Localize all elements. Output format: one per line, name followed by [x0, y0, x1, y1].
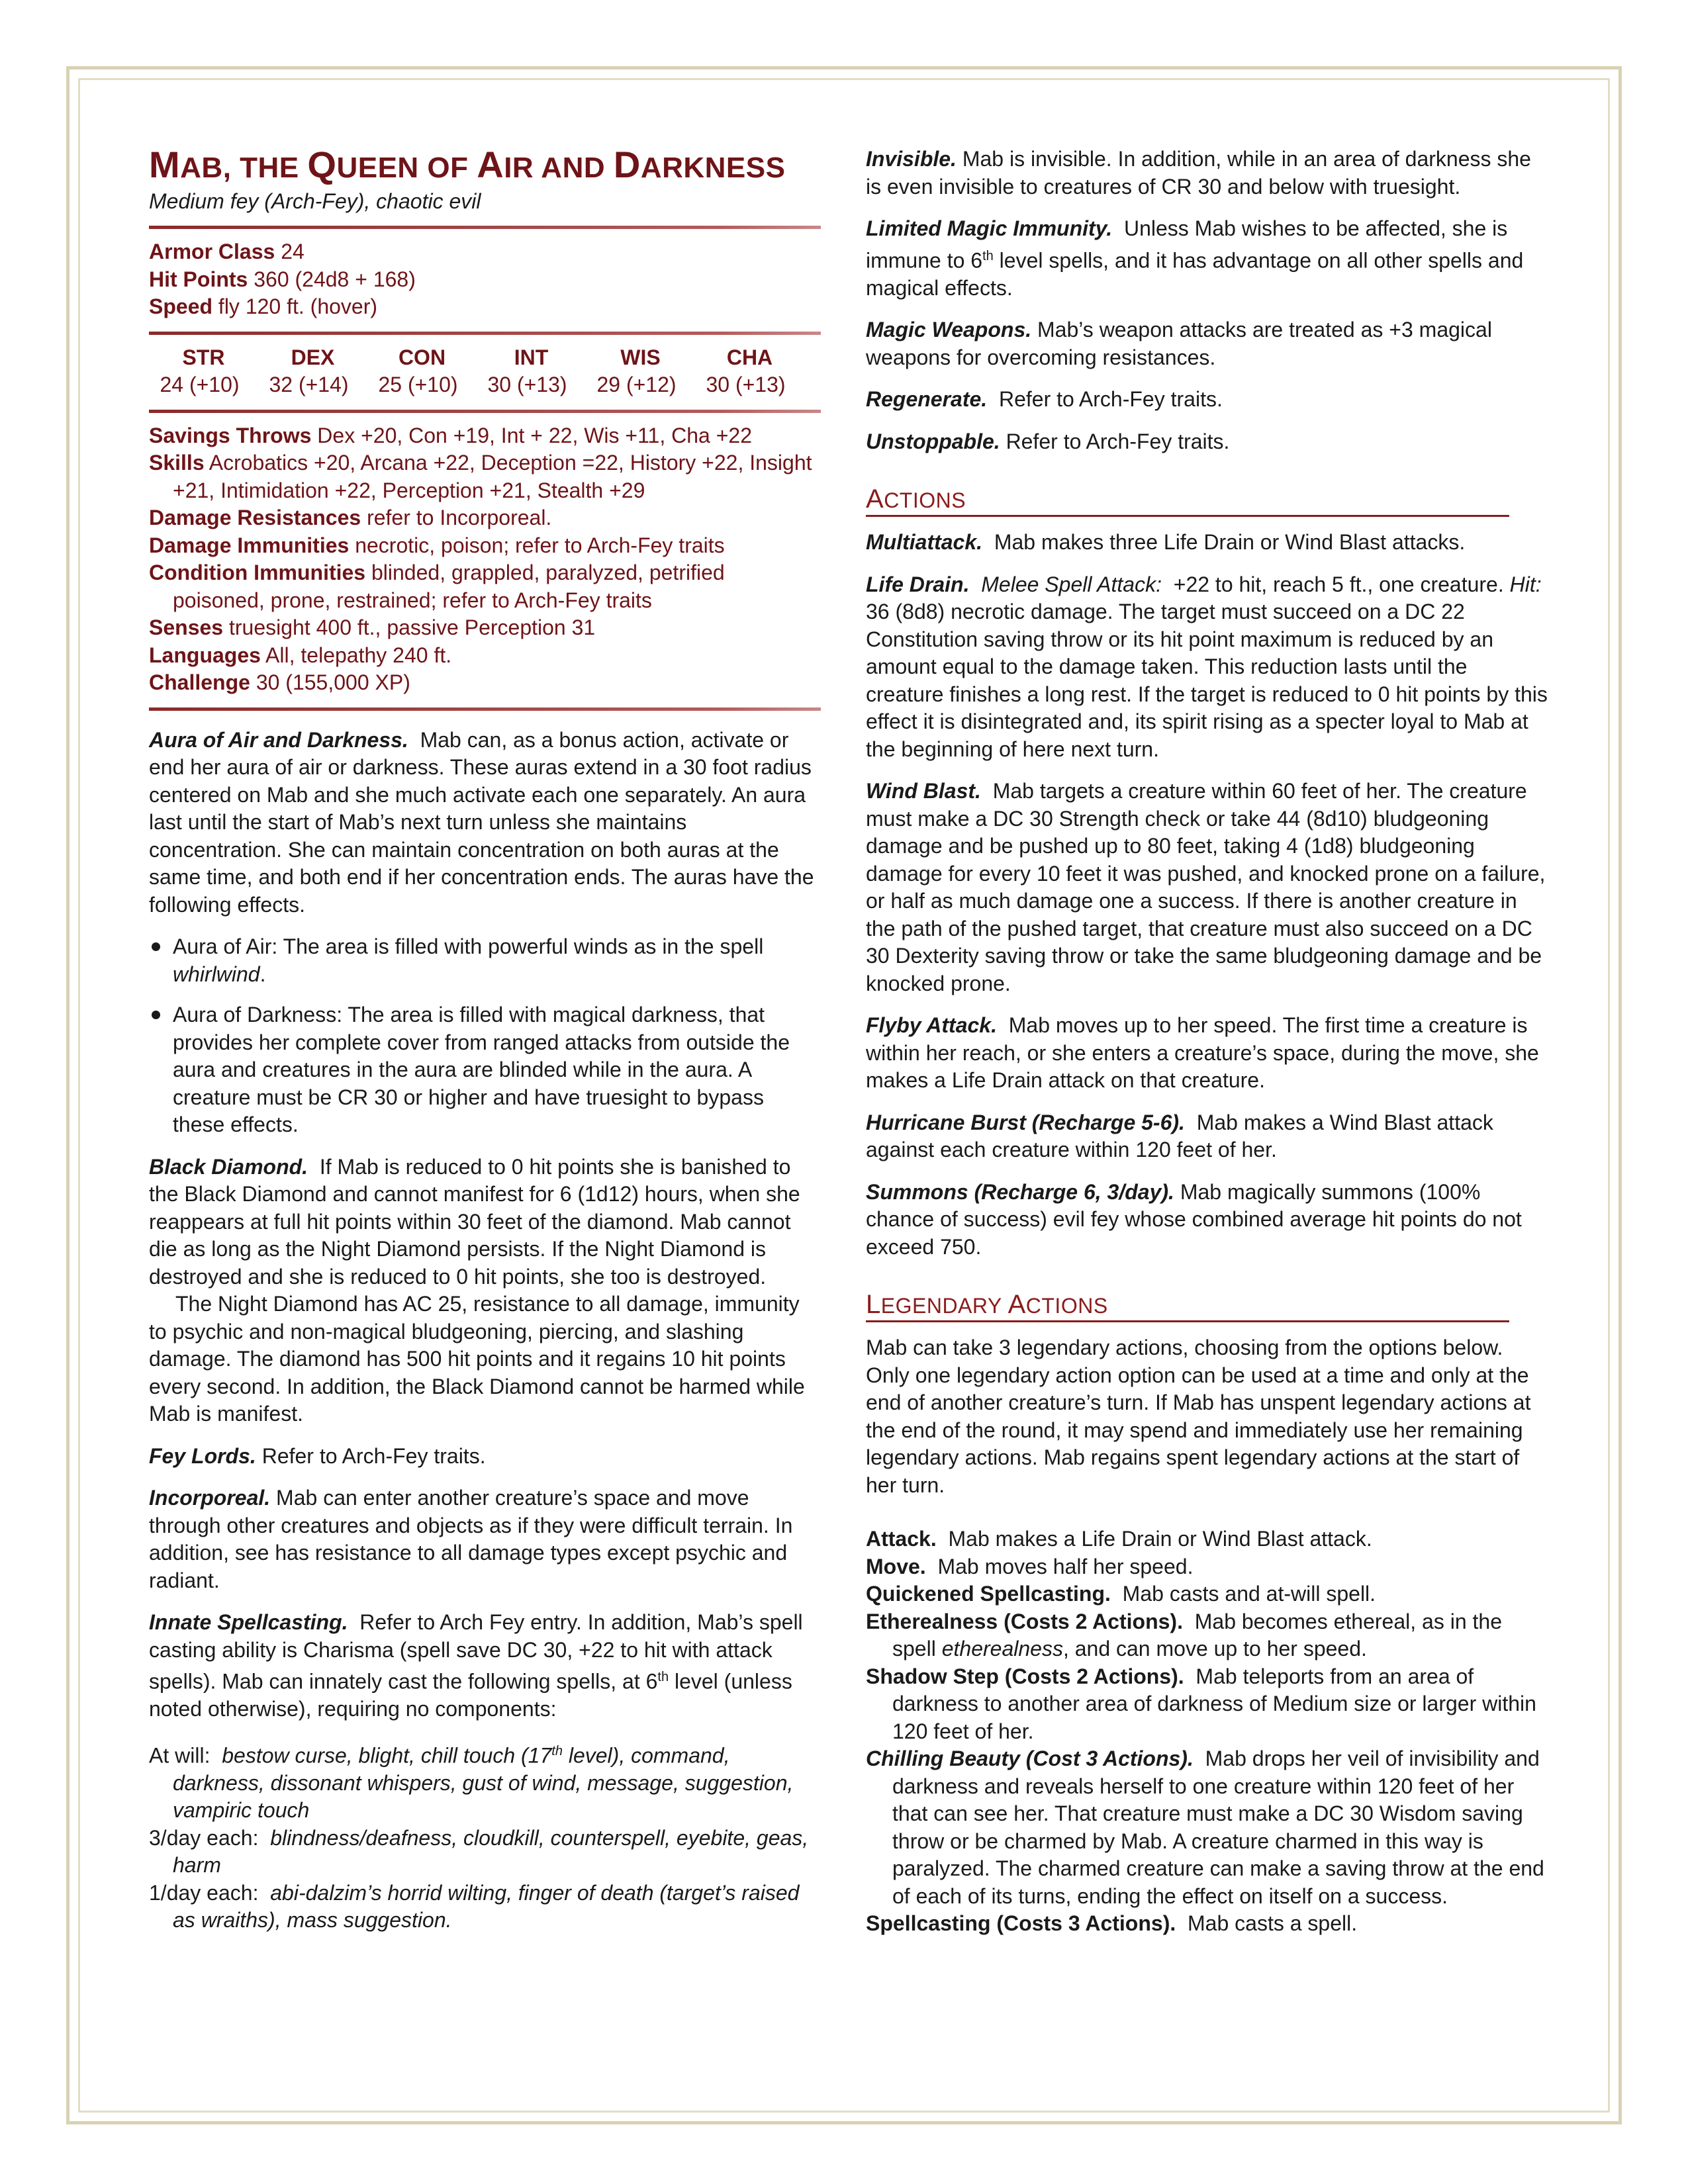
ability-value: 30 (+13) [706, 373, 786, 397]
trait-limited-magic-immunity: Limited Magic Immunity. Unless Mab wishes to be affected, she is immune to 6th level spells, and it has advantage on all other spells and magical effects. [866, 216, 1524, 300]
ability-header: INT [514, 345, 549, 369]
ability-value: 24 (+10) [160, 373, 240, 397]
spell-list-3-day: 3/day each: blindness/deafness, cloudkill, counterspell, eyebite, geas, harm [149, 1825, 809, 1878]
spell-list-at-will: At will: bestow curse, blight, chill touch (17th level), command, darkness, dissonant whispers, gust of wind, message, suggestion, vampiric touch [149, 1743, 794, 1823]
trait-magic-weapons: Magic Weapons. Mab’s weapon attacks are treated as +3 magical weapons for overcoming resistances. [866, 318, 1492, 369]
actions-heading: ACTIONS [866, 484, 1509, 517]
legendary-shadow-step: Shadow Step (Costs 2 Actions). Mab teleports from an area of darkness to another area of darkness of Medium size or larger within 120 feet of her. [866, 1664, 1536, 1743]
divider [149, 332, 821, 335]
action-wind-blast: Wind Blast. Mab targets a creature within 60 feet of her. The creature must make a DC 30 Strength check or take 44 (8d10) bludgeoning damage and be pushed up to 80 feet, taking 4 (1d8) bludgeoning damage for every 10 feet it was pushed, and knocked prone on a failure, or half as much damage one a success. If there is another creature in the path of the pushed target, that creature must also succeed on a DC 30 Dexterity saving throw or take the same bludgeoning damage and be knocked prone. [866, 779, 1546, 995]
ability-values [145, 371, 821, 399]
speed: Speed fly 120 ft. (hover) [149, 295, 378, 319]
trait-fey-lords: Fey Lords. Refer to Arch-Fey traits. [149, 1443, 486, 1468]
skills: Skills Acrobatics +20, Arcana +22, Deception =22, History +22, Insight +21, Intimidation +22, Perception +21, Stealth +29 [149, 451, 812, 502]
trait-innate-spellcasting: Innate Spellcasting. Refer to Arch Fey entry. In addition, Mab’s spell casting ability is Charisma (spell save DC 30, +22 to hit with attack spells). Mab can innately cast the following spells, at 6th level (unless noted otherwise), requiring no components: [149, 1610, 803, 1721]
trait-invisible: Invisible. Mab is invisible. In addition, while in an area of darkness she is even invisible to creatures of CR 30 and below with truesight. [866, 147, 1531, 199]
divider [149, 410, 821, 413]
ability-value: 32 (+14) [269, 373, 349, 397]
legendary-chilling-beauty: Chilling Beauty (Cost 3 Actions). Mab drops her veil of invisibility and darkness and reveals herself to one creature within 120 feet of her that can see her. That creature must make a DC 30 Wisdom saving throw or be charmed by Mab. A creature charmed in this way is paralyzed. The charmed creature can make a saving throw at the end of each of its turns, ending the effect on itself on a success. [866, 1747, 1544, 1908]
aura-list [149, 933, 821, 1139]
armor-class: Armor Class 24 [149, 240, 305, 264]
list-item: Aura of Darkness: The area is filled with magical darkness, that provides her complete cover from ranged attacks from outside the aura and creatures in the aura are blinded while in the aura. A creature must be CR 30 or higher and have truesight to bypass these effects. [149, 1001, 821, 1139]
list-item: Aura of Air: The area is filled with powerful winds as in the spell whirlwind. [149, 933, 821, 988]
trait-regenerate: Regenerate. Refer to Arch-Fey traits. [866, 387, 1223, 412]
trait-incorporeal: Incorporeal. Mab can enter another creature’s space and move through other creatures and objects as if they were difficult terrain. In addition, see has resistance to all damage types except psychic and radiant. [149, 1486, 793, 1592]
action-hurricane-burst: Hurricane Burst (Recharge 5-6). Mab makes a Wind Blast attack against each creature within 120 feet of her. [866, 1110, 1493, 1162]
trait-black-diamond: Black Diamond. If Mab is reduced to 0 hit points she is banished to the Black Diamond and cannot manifest for 6 (1d12) hours, when she reappears at full hit points within 30 feet of the diamond. Mab cannot die as long as the Night Diamond persists. If the Night Diamond is destroyed and she is reduced to 0 hit points, she too is destroyed. The Night Diamond has AC 25, resistance to all damage, immunity to psychic and non-magical bludgeoning, piercing, and slashing damage. The diamond has 500 hit points and it regains 10 hit points every second. In addition, the Black Diamond cannot be harmed while Mab is manifest. [149, 1154, 805, 1426]
hit-points: Hit Points 360 (24d8 + 168) [149, 267, 416, 291]
ability-header: DEX [291, 345, 335, 369]
legendary-attack: Attack. Mab makes a Life Drain or Wind Blast attack. [866, 1527, 1372, 1551]
action-flyby-attack: Flyby Attack. Mab moves up to her speed. The first time a creature is within her reach, or she enters a creature’s space, during the move, she makes a Life Drain attack on that creature. [866, 1013, 1539, 1093]
legendary-quickened-spellcasting: Quickened Spellcasting. Mab casts and at-will spell. [866, 1582, 1376, 1606]
challenge: Challenge 30 (155,000 XP) [149, 670, 410, 695]
trait-unstoppable: Unstoppable. Refer to Arch-Fey traits. [866, 429, 1230, 453]
right-column [866, 146, 1548, 1938]
spell-list-1-day: 1/day each: abi-dalzim’s horrid wilting, finger of death (target’s raised as wraiths), mass suggestion. [149, 1880, 800, 1933]
condition-immunities: Condition Immunities blinded, grappled, paralyzed, petrified poisoned, prone, restrained; refer to Arch-Fey traits [149, 561, 725, 612]
damage-resistances: Damage Resistances refer to Incorporeal. [149, 506, 552, 530]
trait-aura: Aura of Air and Darkness. Mab can, as a bonus action, activate or end her aura of air or darkness. These auras extend in a 30 foot radius centered on Mab and she much activate each one separately. An aura last until the start of Mab’s next turn unless she maintains concentration. She can maintain concentration on both auras at the same time, and both end if her concentration ends. The auras have the following effects. [149, 727, 814, 917]
legendary-etherealness: Etherealness (Costs 2 Actions). Mab becomes ethereal, as in the spell etherealness, and can move up to her speed. [866, 1609, 1502, 1661]
left-column [149, 144, 821, 1934]
ability-value: 30 (+13) [487, 373, 567, 397]
ability-value: 25 (+10) [378, 373, 458, 397]
legendary-spellcasting: Spellcasting (Costs 3 Actions). Mab casts a spell. [866, 1911, 1358, 1936]
divider [149, 226, 821, 229]
damage-immunities: Damage Immunities necrotic, poison; refer to Arch-Fey traits [149, 533, 725, 557]
saving-throws: Savings Throws Dex +20, Con +19, Int + 22, Wis +11, Cha +22 [149, 423, 752, 447]
ability-header: CHA [726, 345, 773, 369]
action-life-drain: Life Drain. Melee Spell Attack: +22 to hit, reach 5 ft., one creature. Hit: 36 (8d8) necrotic damage. The target must succeed on a DC 22 Constitution saving throw or its hit point maximum is reduced by an amount equal to the damage taken. This reduction lasts until the creature finishes a long rest. If the target is reduced to 0 hit points by this effect it is disintegrated and, its spirit rising as a specter loyal to Mab at the beginning of here next turn. [866, 572, 1548, 761]
ability-header: CON [398, 345, 446, 369]
action-summons: Summons (Recharge 6, 3/day). Mab magically summons (100% chance of success) evil fey whose combined average hit points do not exceed 750. [866, 1179, 1522, 1259]
creature-type: Medium fey (Arch-Fey), chaotic evil [149, 189, 481, 213]
ability-headers [149, 344, 821, 372]
senses: Senses truesight 400 ft., passive Perception 31 [149, 615, 596, 640]
stat-block-title: MAB, THE QUEEN OF AIR AND DARKNESS [149, 144, 786, 185]
legendary-intro: Mab can take 3 legendary actions, choosing from the options below. Only one legendary action option can be used at a time and only at the end of another creature’s turn. If Mab has unspent legendary actions at the end of the round, it may spend and immediately use her remaining legendary actions. Mab regains spent legendary actions at the start of her turn. [866, 1336, 1531, 1497]
legendary-actions-heading: LEGENDARY ACTIONS [866, 1290, 1509, 1322]
action-multiattack: Multiattack. Mab makes three Life Drain or Wind Blast attacks. [866, 530, 1466, 555]
languages: Languages All, telepathy 240 ft. [149, 643, 452, 667]
legendary-move: Move. Mab moves half her speed. [866, 1554, 1194, 1578]
spacer [866, 1499, 1548, 1525]
divider [149, 707, 821, 711]
ability-value: 29 (+12) [596, 373, 677, 397]
ability-header: WIS [620, 345, 661, 369]
ability-header: STR [182, 345, 225, 369]
